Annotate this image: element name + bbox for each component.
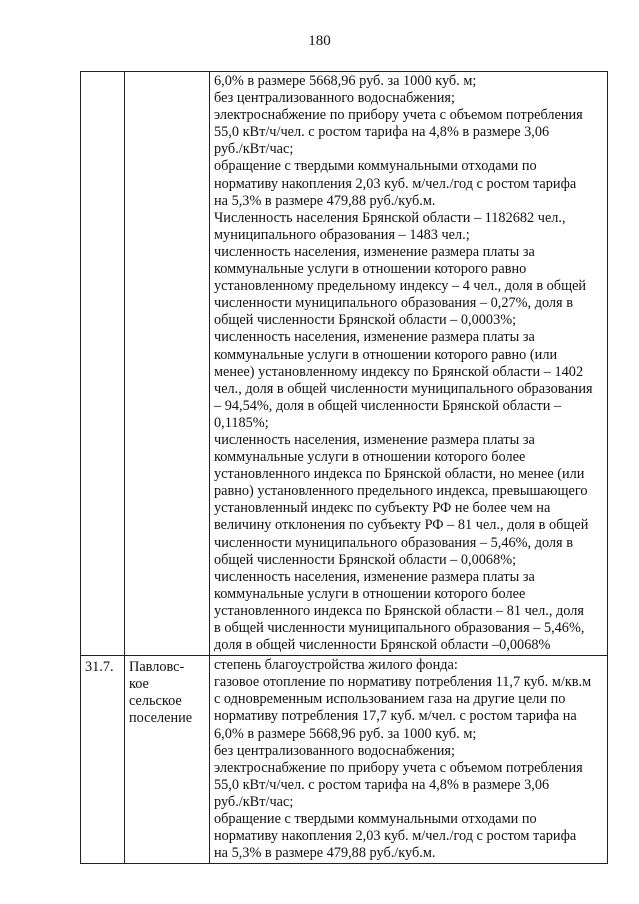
text-line: сельское [129,693,182,710]
text-line: руб./кВт/час; [214,141,294,158]
row-number-cell [81,72,125,656]
text-line: Павловс- [129,659,185,676]
row-number: 31.7. [85,659,114,676]
text-line: коммунальные услуги в отношении которого равно [214,261,527,278]
text-line: без централизованного водоснабжения; [214,90,455,107]
text-line: электроснабжение по прибору учета с объемом потребления [214,759,583,776]
text-line: 6,0% в размере 5668,96 руб. за 1000 куб. м; [214,725,477,742]
description-cell [210,72,608,656]
text-line: с одновременным использованием газа на другие цели по [214,691,566,708]
text-line: 6,0% в размере 5668,96 руб. за 1000 куб. м; [214,73,477,89]
text-line: установленный индекс по субъекту РФ не более чем на [214,500,551,517]
text-line: – 94,54%, доля в общей численности Брянской области – [214,397,562,414]
settlement-name [125,72,209,75]
text-line: газовое отопление по нормативу потребления 11,7 куб. м/кв.м [214,674,592,691]
text-line: менее) установленному индексу по Брянской области – 1402 [214,363,584,380]
text-line: обращение с твердыми коммунальными отходами по [214,158,537,175]
settlement-name [125,656,209,727]
text-line: доля в общей численности Брянской области –0,0068% [214,637,551,654]
text-line: коммунальные услуги в отношении которого более [214,449,526,466]
text-line: численность населения, изменение размера платы за [214,568,535,585]
text-line: 55,0 кВт/ч/чел. с ростом тарифа на 4,8% в размере 3,06 [214,776,550,793]
text-line: кое [129,676,149,693]
text-line: равно) установленного предельного индекса, превышающего [214,483,588,500]
text-line: в общей численности муниципального образования – 5,46%, [214,620,585,636]
page-number: 180 [308,33,331,49]
text-line: коммунальные услуги в отношении которого более [214,585,526,602]
text-line: величину отклонения по субъекту РФ – 81 чел., доля в общей [214,517,589,534]
text-line: общей численности Брянской области – 0,0068%; [214,551,517,568]
table-row [81,72,608,656]
text-line: численность населения, изменение размера платы за [214,431,535,448]
table-row [81,656,608,864]
row-number [81,72,124,75]
description-text [210,72,607,655]
text-line: 55,0 кВт/ч/чел. с ростом тарифа на 4,8% в размере 3,06 [214,124,550,141]
text-line: муниципального образования – 1483 чел.; [214,226,470,243]
description-text [210,656,607,863]
text-line: численность населения, изменение размера платы за [214,243,535,260]
text-line: коммунальные услуги в отношении которого равно (или [214,346,558,363]
text-line: установленного индекса по Брянской области, но менее (или [214,466,585,483]
text-line: электроснабжение по прибору учета с объемом потребления [214,107,583,124]
text-line: нормативу накопления 2,03 куб. м/чел./год с ростом тарифа [214,175,577,192]
text-line: руб./кВт/час; [214,793,294,810]
text-line: на 5,3% в размере 479,88 руб./куб.м. [214,192,436,209]
text-line: поселение [129,710,193,727]
text-line: численность населения, изменение размера платы за [214,329,535,346]
text-line: нормативу накопления 2,03 куб. м/чел./год с ростом тарифа [214,828,577,845]
description-cell [210,656,608,864]
text-line: обращение с твердыми коммунальными отходами по [214,811,537,828]
text-line: общей численности Брянской области – 0,0003%; [214,312,517,329]
text-line: чел., доля в общей численности муниципального образования [214,380,593,397]
settlement-cell [125,656,210,864]
text-line: на 5,3% в размере 479,88 руб./куб.м. [214,845,436,862]
text-line: 0,1185%; [214,414,269,431]
text-line: нормативу потребления 17,7 куб. м/чел. с ростом тарифа на [214,708,577,725]
text-line: численности муниципального образования – 5,46%, доля в [214,534,573,551]
tariff-table [80,71,608,864]
text-line: без централизованного водоснабжения; [214,742,455,759]
settlement-cell [125,72,210,656]
text-line: степень благоустройства жилого фонда: [214,657,458,674]
text-line: установленного индекса по Брянской области – 81 чел., доля [214,602,584,619]
text-line: установленному предельному индексу – 4 чел., доля в общей [214,278,587,295]
text-line: Численность населения Брянской области – 1182682 чел., [214,209,566,226]
text-line: численности муниципального образования – 0,27%, доля в [214,295,573,312]
row-number-cell [81,656,125,864]
